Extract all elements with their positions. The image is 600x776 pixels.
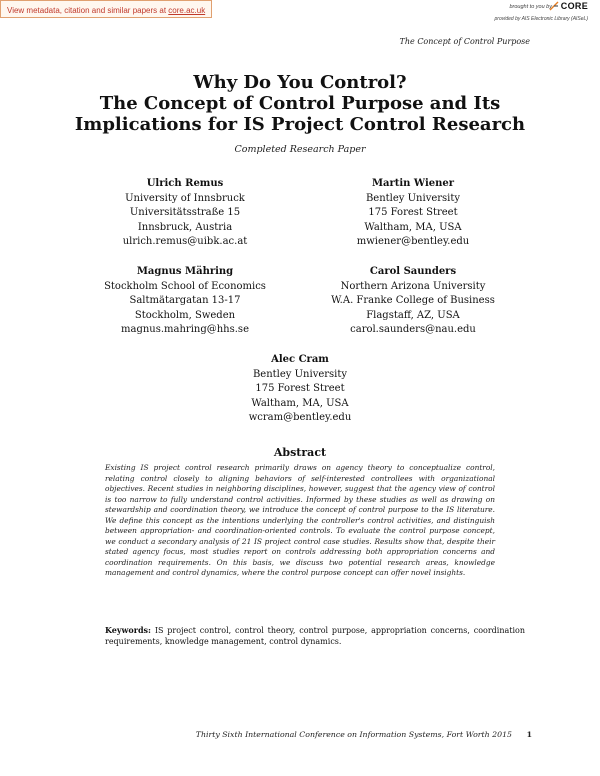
author-city: Waltham, MA, USA (251, 397, 349, 409)
author-block (190, 353, 410, 426)
keywords (105, 625, 525, 647)
author-block (303, 177, 523, 250)
author-affiliation: Bentley University (252, 368, 348, 380)
author-address: 175 Forest Street (368, 207, 458, 218)
title-line-1: Why Do You Control? (193, 72, 407, 93)
author-address: Saltmätargatan 13-17 (129, 295, 241, 306)
author-city: Waltham, MA, USA (364, 221, 462, 233)
core-link-domain: core.ac.uk (168, 6, 206, 15)
abstract-body: Existing IS project control research primarily draws on agency theory to conceptualize control, relating control closely to aligning behaviors of self-interested controllees with organizational objectives. Recent studies in neighboring disciplines, however, suggest that the agency view of control is too narrow to fully understand control activities. Informed by these studies as well as drawing on stewardship and coordination theory, we introduce the concept of control purpose to the IS literature. We define this concept as the intentions underlying the controller's control activities, and distinguish between appropriation- and coordination-oriented controls. To evaluate the control purpose concept, we conduct a secondary analysis of 21 IS project control case studies. Results show that, despite their stated agency focus, most studies report on controls addressing both appropriation concerns and coordination requirements. On this basis, we discuss two potential research areas, knowledge management and control dynamics, where the control purpose concept can offer novel insights. (105, 463, 495, 577)
author-name: Martin Wiener (371, 178, 455, 189)
keywords-label: Keywords: (105, 625, 152, 635)
core-link-prefix: View metadata, citation and similar papers at (7, 6, 169, 15)
author-email: ulrich.remus@uibk.ac.at (122, 236, 248, 247)
paper-subtitle: Completed Research Paper (234, 144, 366, 155)
author-email: wcram@bentley.edu (248, 412, 352, 423)
running-head: The Concept of Control Purpose (399, 37, 530, 46)
provided-by-text: provided by AIS Electronic Library (AISeL) (494, 16, 588, 22)
core-logo[interactable] (549, 1, 588, 11)
author-affiliation: Stockholm School of Economics (104, 280, 266, 292)
author-name: Ulrich Remus (146, 178, 224, 189)
author-name: Carol Saunders (369, 266, 457, 277)
author-name: Alec Cram (271, 354, 329, 365)
author-address: Universitätsstraße 15 (129, 207, 241, 218)
author-name: Magnus Mähring (136, 266, 234, 277)
author-block (75, 177, 295, 250)
author-affiliation: University of Innsbruck (125, 192, 245, 204)
author-affiliation: Bentley University (365, 192, 461, 204)
author-address: W.A. Franke College of Business (331, 295, 495, 306)
author-city: Innsbruck, Austria (137, 221, 233, 233)
author-block (303, 265, 523, 338)
core-logo-icon (549, 1, 559, 11)
author-email: mwiener@bentley.edu (356, 236, 470, 247)
footer-conference: Thirty Sixth International Conference on Information Systems, Fort Worth 2015 (195, 730, 512, 739)
core-metadata-link[interactable] (0, 0, 212, 18)
core-logo-text: CORE (560, 1, 588, 11)
author-address: 175 Forest Street (255, 383, 345, 394)
author-email: magnus.mahring@hhs.se (121, 324, 249, 335)
author-city: Stockholm, Sweden (134, 309, 236, 321)
page-footer (0, 730, 600, 742)
author-affiliation: Northern Arizona University (340, 280, 486, 292)
abstract-heading: Abstract (273, 446, 327, 459)
title-line-3: Implications for IS Project Control Research (74, 114, 526, 135)
author-email: carol.saunders@nau.edu (350, 324, 476, 335)
author-city: Flagstaff, AZ, USA (366, 309, 460, 321)
paper-title (40, 72, 560, 135)
page-number: 1 (526, 730, 532, 739)
core-banner (0, 0, 600, 22)
brought-by-text: brought to you by (509, 4, 552, 10)
author-block (75, 265, 295, 338)
keywords-text: IS project control, control theory, control purpose, appropriation concerns, coordination requirements, knowledge management, control dynamics. (105, 626, 525, 646)
title-line-2: The Concept of Control Purpose and Its (99, 93, 501, 114)
